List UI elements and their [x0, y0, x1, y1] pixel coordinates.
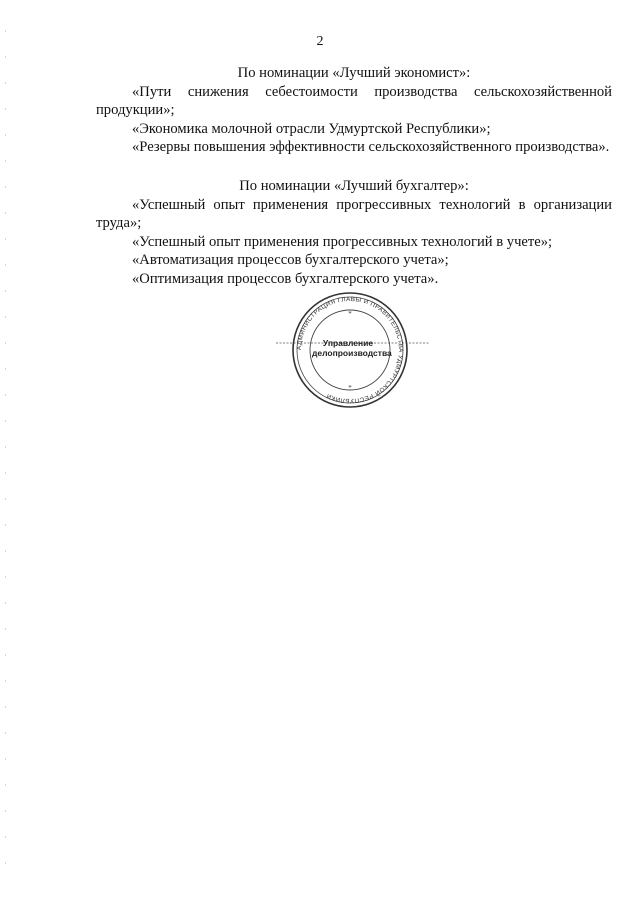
document-body — [96, 64, 612, 289]
seal-star-icon: * — [348, 384, 352, 392]
seal-center-line-2: делопроизводства — [312, 348, 392, 358]
economist-item-3: «Резервы повышения эффективности сельскохозяйственного производства». — [132, 139, 610, 156]
seal-star-icon-top: * — [348, 310, 352, 318]
heading-best-economist: По номинации «Лучший экономист»: — [237, 65, 471, 81]
accountant-item-2: «Успешный опыт применения прогрессивных технологий в учете»; — [132, 233, 553, 250]
accountant-item-1: «Успешный опыт применения прогрессивных технологий в организации труда»; — [96, 196, 612, 232]
section-spacer — [96, 157, 612, 177]
seal-center-line-1: Управление — [322, 338, 374, 348]
accountant-item-3: «Автоматизация процессов бухгалтерского учета»; — [132, 252, 449, 269]
heading-best-accountant: По номинации «Лучший бухгалтер»: — [239, 177, 469, 194]
page-number: 2 — [316, 34, 324, 49]
official-seal-stamp — [270, 290, 430, 410]
seal-center-text — [312, 338, 392, 358]
economist-item-1: «Пути снижения себестоимости производства сельскохозяйственной продукции»; — [96, 83, 612, 119]
economist-item-2: «Экономика молочной отрасли Удмуртской Республики»; — [132, 120, 491, 137]
accountant-item-4: «Оптимизация процессов бухгалтерского учета». — [132, 270, 439, 287]
seal-ring-text: АДМИНИСТРАЦИЯ ГЛАВЫ И ПРАВИТЕЛЬСТВА УДМУРТСКОЙ РЕСПУБЛИКИ — [295, 295, 405, 405]
scan-edge-marks — [5, 30, 6, 880]
